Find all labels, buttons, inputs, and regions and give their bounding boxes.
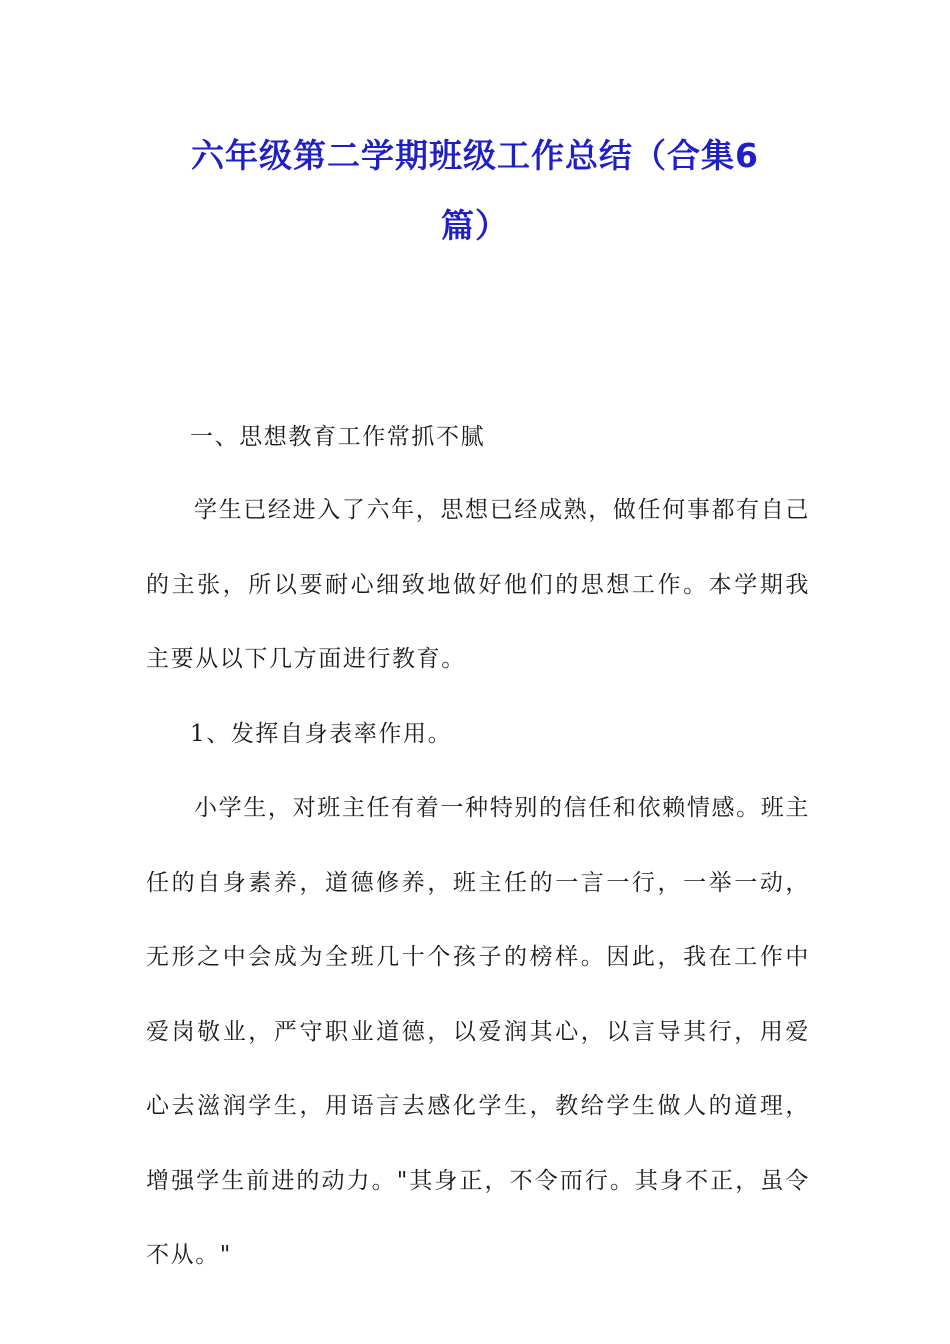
paragraph-1: 学生已经进入了六年，思想已经成熟，做任何事都有自己的主张，所以要耐心细致地做好他们的思想工作。本学期我主要从以下几方面进行教育。 [146,497,810,672]
document-title-line-1: 六年级第二学期班级工作总结（合集6 [191,136,759,175]
paragraph-2: 小学生，对班主任有着一种特别的信任和依赖情感。班主任的自身素养，道德修养，班主任的一言一行，一举一动，无形之中会成为全班几十个孩子的榜样。因此，我在工作中爱岗敬业，严守职业道德，以爱润其心，以言导其行，用爱心去滋润学生，用语言去感化学生，教给学生做人的道理，增强学生前进的动力。"其身正，不令而行。其身不正，虽令不从。" [146,795,810,1268]
subheading-1: 1、发挥自身表率作用。 [190,721,453,747]
section-heading: 一、思想教育工作常抓不腻 [190,424,486,450]
document-title-line-2: 篇） [441,206,509,245]
